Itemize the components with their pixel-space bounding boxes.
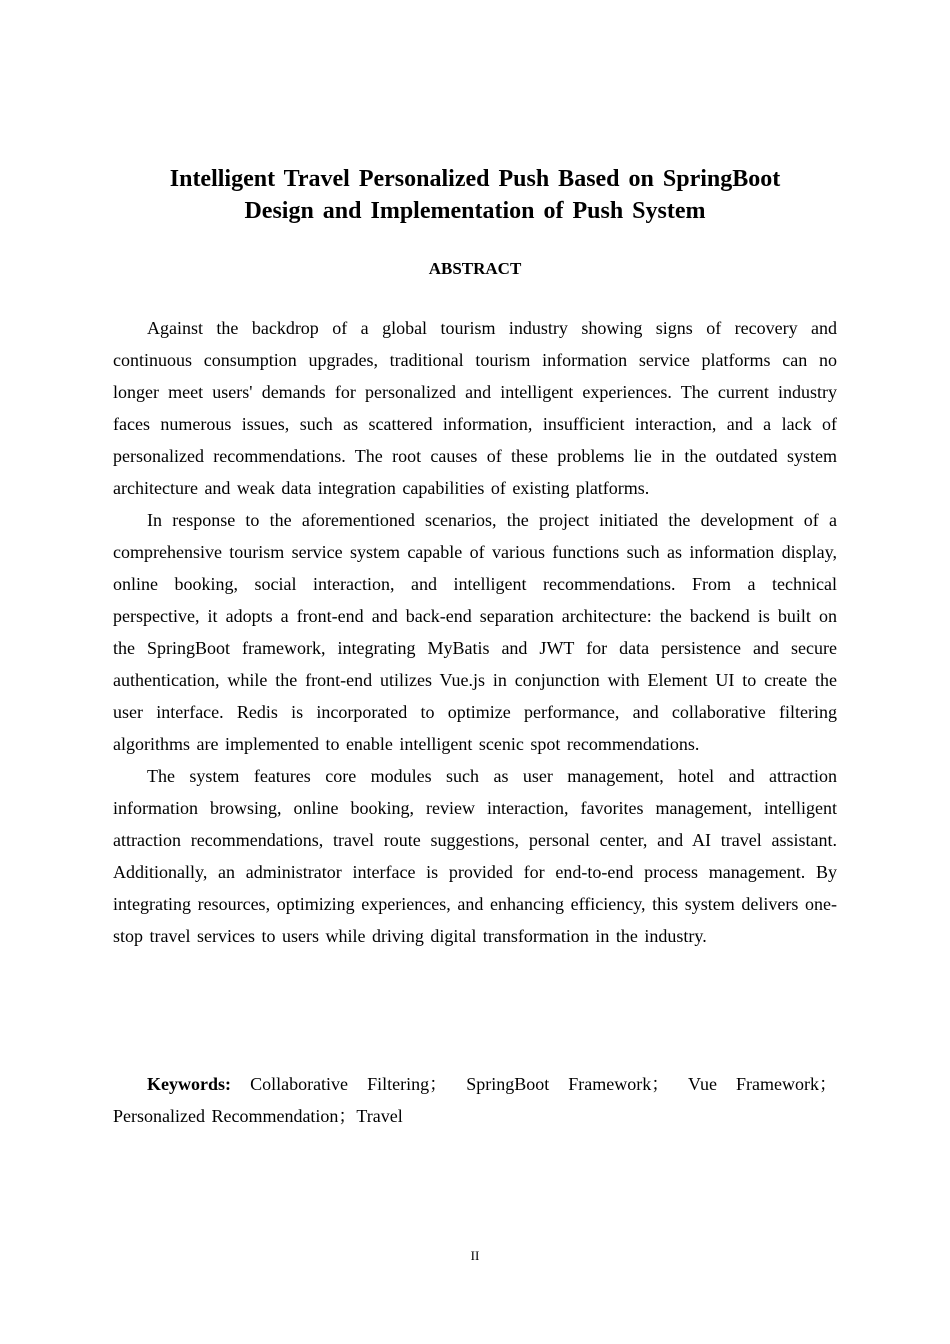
abstract-paragraph-1: Against the backdrop of a global tourism industry showing signs of recovery and continuous consumption upgrades, traditional tourism information service platforms can no longer meet users' demands for personalized and intelligent experiences. The current industry faces numerous issues, such as scattered information, insufficient interaction, and a lack of personalized recommendations. The root causes of these problems lie in the outdated system architecture and weak data integration capabilities of existing platforms. bbox=[113, 318, 837, 498]
paper-title-line-2: Design and Implementation of Push System bbox=[244, 198, 706, 224]
abstract-body bbox=[113, 312, 837, 952]
keywords-section bbox=[113, 1068, 837, 1132]
abstract-paragraph-3: The system features core modules such as user management, hotel and attraction information browsing, online booking, review interaction, favorites management, intelligent attraction recommendations, travel route suggestions, personal center, and AI travel assistant. Additionally, an administrator interface is provided for end-to-end process management. By integrating resources, optimizing experiences, and enhancing efficiency, this system delivers one-stop travel services to users while driving digital transformation in the industry. bbox=[113, 766, 837, 946]
page-number: II bbox=[470, 1248, 480, 1263]
keywords-label: Keywords: bbox=[147, 1074, 231, 1094]
keywords-text: Collaborative Filtering； SpringBoot Framework； Vue Framework； Personalized Recommendation；Travel bbox=[113, 1074, 837, 1126]
paper-title-line-1: Intelligent Travel Personalized Push Based on SpringBoot bbox=[169, 166, 781, 192]
abstract-heading: ABSTRACT bbox=[428, 259, 522, 278]
paper-title bbox=[113, 163, 837, 227]
abstract-paragraph-2: In response to the aforementioned scenarios, the project initiated the development of a comprehensive tourism service system capable of various functions such as information display, online booking, social interaction, and intelligent recommendations. From a technical perspective, it adopts a front-end and back-end separation architecture: the backend is built on the SpringBoot framework, integrating MyBatis and JWT for data persistence and secure authentication, while the front-end utilizes Vue.js in conjunction with Element UI to create the user interface. Redis is incorporated to optimize performance, and collaborative filtering algorithms are implemented to enable intelligent scenic spot recommendations. bbox=[113, 510, 837, 754]
